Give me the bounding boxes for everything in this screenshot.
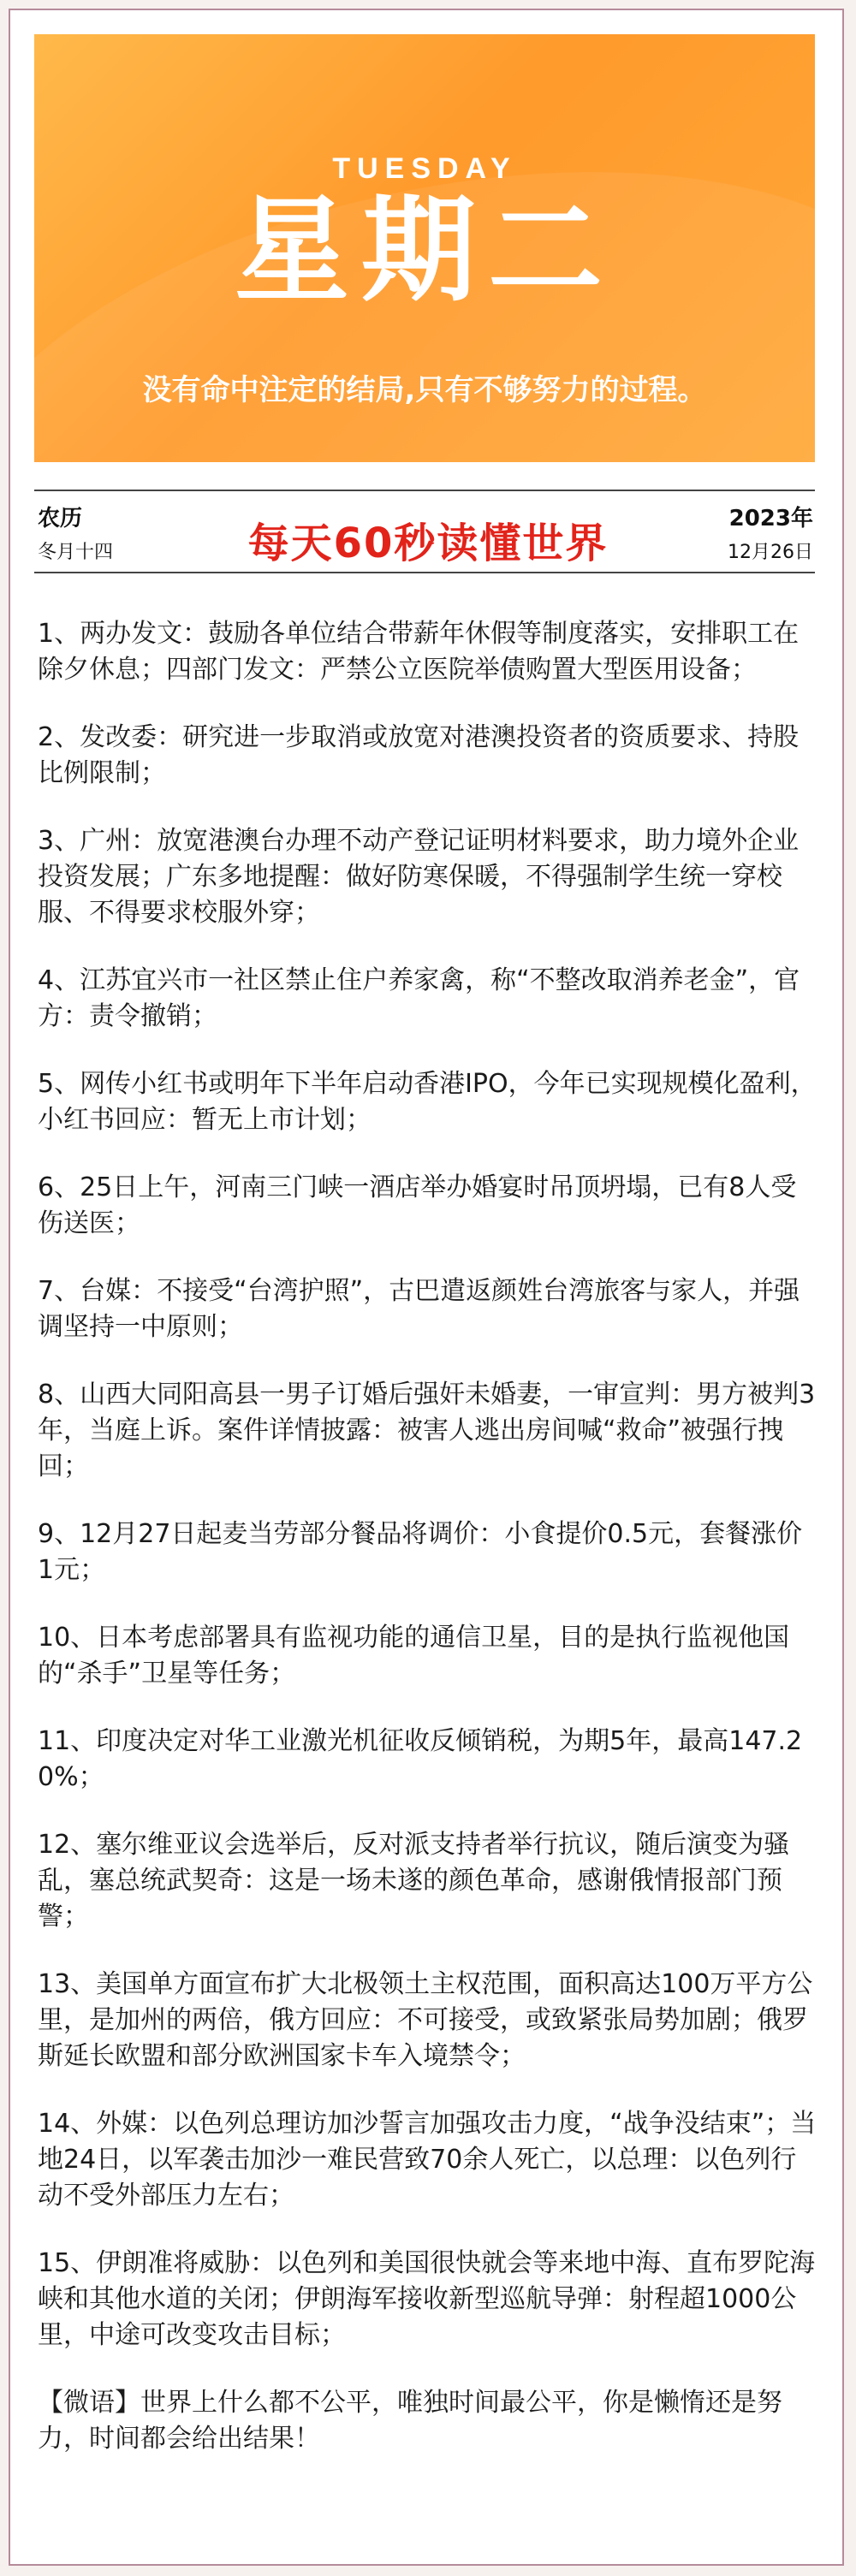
header-banner: [34, 34, 815, 462]
news-item: 3、广州：放宽港澳台办理不动产登记证明材料要求，助力境外企业投资发展；广东多地提醒：做好防寒保暖，不得强制学生统一穿校服、不得要求校服外穿；: [38, 826, 800, 928]
news-item: 9、12月27日起麦当劳部分餐品将调价：小食提价0.5元，套餐涨价1元；: [38, 1519, 803, 1585]
lunar-date: 冬月十四: [38, 542, 114, 563]
news-item: 12、塞尔维亚议会选举后，反对派支持者举行抗议，随后演变为骚乱，塞总统武契奇：这是一场未遂的颜色革命，感谢俄情报部门预警；: [38, 1830, 790, 1932]
page-title: 每天60秒读懂世界: [247, 519, 609, 567]
news-item: 15、伊朗准将威胁：以色列和美国很快就会等来地中海、直布罗陀海峡和其他水道的关闭；伊朗海军接收新型巡航导弹：射程超1000公里，中途可改变攻击目标；: [38, 2248, 816, 2350]
news-item: 1、两办发文：鼓励各单位结合带薪年休假等制度落实，安排职工在除夕休息；四部门发文：严禁公立医院举债购置大型医用设备；: [38, 619, 800, 685]
daily-quote: 【微语】世界上什么都不公平，唯独时间最公平，你是懒惰还是努力，时间都会给出结果！: [38, 2388, 782, 2454]
news-item: 4、江苏宜兴市一社区禁止住户养家禽，称“不整改取消养老金”，官方：责令撤销；: [38, 965, 800, 1031]
news-item: 6、25日上午，河南三门峡一酒店举办婚宴时吊顶坍塌，已有8人受伤送医；: [38, 1172, 797, 1238]
weekday-chinese: 星期二: [234, 184, 615, 318]
divider-bottom: [34, 572, 815, 573]
month-day: 12月26日: [728, 542, 813, 563]
news-item: 5、网传小红书或明年下半年启动香港IPO，今年已实现规模化盈利，小红书回应：暂无上市计划；: [38, 1069, 817, 1135]
divider-top: [34, 490, 815, 491]
news-item: 11、印度决定对华工业激光机征收反倾销税，为期5年，最高147.20%；: [38, 1726, 803, 1792]
lunar-label: 农历: [38, 506, 83, 531]
news-item: 10、日本考虑部署具有监视功能的通信卫星，目的是执行监视他国的“杀手”卫星等任务；: [38, 1623, 790, 1689]
news-item: 14、外媒：以色列总理访加沙誓言加强攻击力度，“战争没结束”；当地24日，以军袭击加沙一难民营致70余人死亡，以总理：以色列行动不受外部压力左右；: [38, 2109, 817, 2211]
news-item: 8、山西大同阳高县一男子订婚后强奸未婚妻，一审宣判：男方被判3年，当庭上诉。案件详情披露：被害人逃出房间喊“救命”被强行拽回；: [38, 1380, 816, 1481]
motto: 没有命中注定的结局,只有不够努力的过程。: [142, 373, 707, 407]
weekday-english: TUESDAY: [332, 152, 517, 185]
news-list: [38, 616, 818, 2457]
news-item: 13、美国单方面宣布扩大北极领土主权范围，面积高达100万平方公里，是加州的两倍，俄方回应：不可接受，或致紧张局势加剧；俄罗斯延长欧盟和部分欧洲国家卡车入境禁令；: [38, 1969, 813, 2071]
news-item: 2、发改委：研究进一步取消或放宽对港澳投资者的资质要求、持股比例限制；: [38, 722, 800, 788]
news-item: 7、台媒：不接受“台湾护照”，古巴遣返颜姓台湾旅客与家人，并强调坚持一中原则；: [38, 1276, 800, 1342]
year-label: 2023年: [728, 506, 813, 531]
